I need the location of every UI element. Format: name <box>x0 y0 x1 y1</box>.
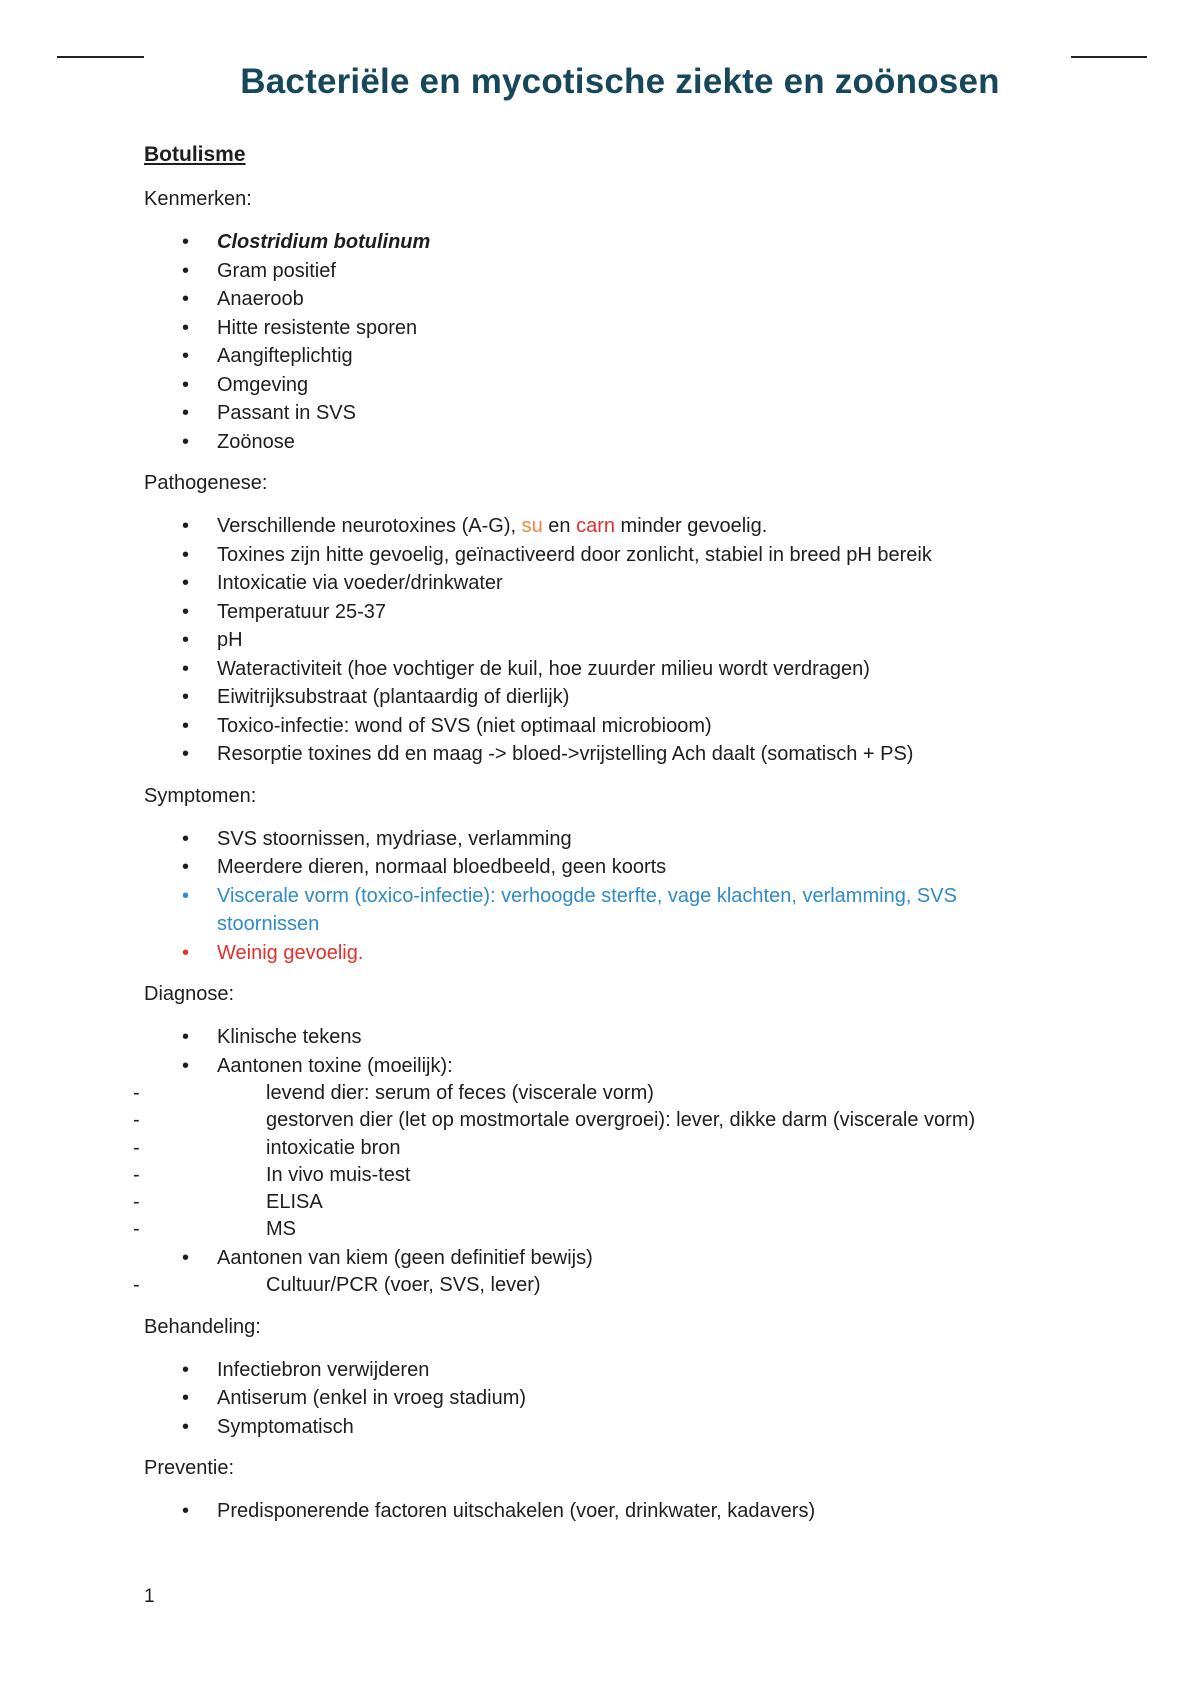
list-item: • Klinische tekens <box>144 1023 1144 1052</box>
page-number: 1 <box>144 1586 155 1607</box>
list-item: • Antiserum (enkel in vroeg stadium) <box>144 1384 1144 1413</box>
list-item: • Intoxicatie via voeder/drinkwater <box>144 569 1144 598</box>
section-title: Botulisme <box>144 143 246 166</box>
list-item: • pH <box>144 626 1144 655</box>
preventie-list <box>144 1497 1144 1526</box>
sub-item: - levend dier: serum of feces (viscerale vorm) <box>217 1080 1144 1107</box>
toxine-sublist <box>217 1080 1144 1244</box>
diagnose-label: Diagnose: <box>144 983 235 1005</box>
pathogenese-label: Pathogenese: <box>144 472 268 494</box>
list-item: • Predisponerende factoren uitschakelen (voer, drinkwater, kadavers) <box>144 1497 1144 1526</box>
sub-item: - MS <box>217 1216 1144 1243</box>
list-item: • Passant in SVS <box>144 399 1144 428</box>
sub-item: - Cultuur/PCR (voer, SVS, lever) <box>217 1272 1144 1299</box>
list-item: • SVS stoornissen, mydriase, verlamming <box>144 825 1144 854</box>
kiem-sublist <box>217 1272 1144 1299</box>
preventie-label: Preventie: <box>144 1457 235 1480</box>
list-item: • Infectiebron verwijderen <box>144 1356 1144 1385</box>
list-item: • Eiwitrijksubstraat (plantaardig of dierlijk) <box>144 683 1144 712</box>
list-item: • Meerdere dieren, normaal bloedbeeld, geen koorts <box>144 853 1144 882</box>
list-item: • Omgeving <box>144 371 1144 400</box>
list-item-highlight-blue: • Viscerale vorm (toxico-infectie): verhoogde sterfte, vage klachten, verlamming, SVS stoornissen <box>144 882 1144 939</box>
list-item: • Temperatuur 25-37 <box>144 598 1144 627</box>
list-item: • Gram positief <box>144 257 1144 286</box>
sub-item: - ELISA <box>217 1189 1144 1216</box>
list-item: • Anaeroob <box>144 285 1144 314</box>
list-item: • Zoönose <box>144 428 1144 457</box>
list-item: • Aantonen toxine (moeilijk): - levend dier: serum of feces (viscerale vorm) - gestorven dier (let op mostmortale overgroei): lever, dikke darm (viscerale vorm) - intoxicatie bron - In vivo muis-test - ELISA - MS <box>144 1052 1144 1244</box>
list-item: • Wateractiviteit (hoe vochtiger de kuil, hoe zuurder milieu wordt verdragen) <box>144 655 1144 684</box>
sub-item: - gestorven dier (let op mostmortale overgroei): lever, dikke darm (viscerale vorm) <box>217 1107 1144 1134</box>
symptomen-label: Symptomen: <box>144 784 257 807</box>
document-title: Bacteriële en mycotische ziekte en zoönosen <box>240 62 1000 101</box>
list-item: • Hitte resistente sporen <box>144 314 1144 343</box>
list-item: • Clostridium botulinum <box>144 228 1144 257</box>
sub-item: - In vivo muis-test <box>217 1162 1144 1189</box>
header-rule-left <box>57 56 144 58</box>
header-rule-right <box>1071 56 1147 58</box>
kenmerken-label: Kenmerken: <box>144 188 252 210</box>
sub-item: - intoxicatie bron <box>217 1135 1144 1162</box>
pathogenese-list <box>144 512 1144 769</box>
kenmerken-list <box>144 228 1144 456</box>
list-item: • Toxines zijn hitte gevoelig, geïnactiveerd door zonlicht, stabiel in breed pH bereik <box>144 541 1144 570</box>
behandeling-label: Behandeling: <box>144 1315 261 1338</box>
list-item: • Verschillende neurotoxines (A-G), su en carn minder gevoelig. <box>144 512 1144 541</box>
list-item-highlight-red: • Weinig gevoelig. <box>144 939 1144 968</box>
behandeling-list <box>144 1356 1144 1442</box>
list-item: • Aantonen van kiem (geen definitief bewijs) - Cultuur/PCR (voer, SVS, lever) <box>144 1244 1144 1300</box>
symptomen-list <box>144 825 1144 968</box>
list-item: • Aangifteplichtig <box>144 342 1144 371</box>
list-item: • Symptomatisch <box>144 1413 1144 1442</box>
diagnose-list <box>144 1023 1144 1300</box>
document-body <box>144 142 1144 1540</box>
list-item: • Toxico-infectie: wond of SVS (niet optimaal microbioom) <box>144 712 1144 741</box>
list-item: • Resorptie toxines dd en maag -> bloed->vrijstelling Ach daalt (somatisch + PS) <box>144 740 1144 769</box>
